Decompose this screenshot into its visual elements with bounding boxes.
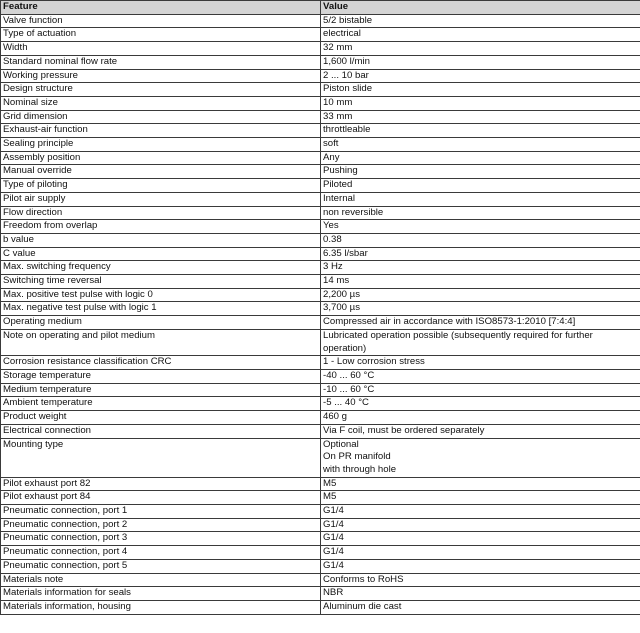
value-cell	[321, 505, 640, 519]
value-cell	[321, 424, 640, 438]
value-cell	[321, 28, 640, 42]
table-row	[1, 83, 640, 97]
value-cell	[321, 220, 640, 234]
table-row	[1, 518, 640, 532]
table-row	[1, 110, 640, 124]
feature-cell: Materials information for seals	[1, 587, 321, 601]
table-row	[1, 165, 640, 179]
feature-cell: Design structure	[1, 83, 321, 97]
value-line: Conforms to RoHS	[323, 573, 404, 585]
feature-cell: Pneumatic connection, port 5	[1, 559, 321, 573]
value-cell	[321, 356, 640, 370]
value-cell	[321, 69, 640, 83]
feature-cell: Flow direction	[1, 206, 321, 220]
value-cell	[321, 491, 640, 505]
value-line: Yes	[323, 220, 339, 232]
feature-cell: Materials information, housing	[1, 600, 321, 614]
feature-cell: Pneumatic connection, port 1	[1, 505, 321, 519]
feature-cell: C value	[1, 247, 321, 261]
column-header-value: Value	[321, 1, 640, 15]
value-cell	[321, 383, 640, 397]
value-cell	[321, 288, 640, 302]
value-cell	[321, 55, 640, 69]
table-row	[1, 220, 640, 234]
value-cell	[321, 369, 640, 383]
value-cell	[321, 206, 640, 220]
column-header-feature: Feature	[1, 1, 321, 15]
table-row	[1, 124, 640, 138]
table-row	[1, 206, 640, 220]
value-cell	[321, 110, 640, 124]
header-row	[1, 1, 640, 15]
feature-cell: Assembly position	[1, 151, 321, 165]
table-row	[1, 192, 640, 206]
feature-cell: Freedom from overlap	[1, 220, 321, 234]
value-cell	[321, 179, 640, 193]
table-row	[1, 438, 640, 477]
value-line: Piloted	[323, 179, 353, 191]
feature-cell: Storage temperature	[1, 369, 321, 383]
table-row	[1, 233, 640, 247]
feature-cell: Pilot air supply	[1, 192, 321, 206]
value-line: non reversible	[323, 206, 384, 218]
value-cell	[321, 151, 640, 165]
feature-cell: Manual override	[1, 165, 321, 179]
table-row	[1, 316, 640, 330]
table-row	[1, 42, 640, 56]
value-cell	[321, 192, 640, 206]
value-line: 1 - Low corrosion stress	[323, 356, 425, 368]
feature-cell: Pneumatic connection, port 2	[1, 518, 321, 532]
table-row	[1, 14, 640, 28]
value-line: Via F coil, must be ordered separately	[323, 424, 485, 436]
value-line: throttleable	[323, 124, 371, 136]
feature-cell: Working pressure	[1, 69, 321, 83]
value-line: 3,700 µs	[323, 302, 360, 314]
value-line: Lubricated operation possible (subsequently required for further	[323, 329, 593, 341]
table-row	[1, 383, 640, 397]
feature-cell: Max. negative test pulse with logic 1	[1, 302, 321, 316]
value-line: G1/4	[323, 532, 344, 544]
feature-cell: Product weight	[1, 411, 321, 425]
feature-cell: Nominal size	[1, 96, 321, 110]
table-row	[1, 69, 640, 83]
value-line: M5	[323, 491, 337, 503]
value-line: 0.38	[323, 233, 342, 245]
value-line: Any	[323, 151, 340, 163]
feature-cell: Materials note	[1, 573, 321, 587]
table-row	[1, 275, 640, 289]
value-line: 3 Hz	[323, 261, 343, 273]
table-row	[1, 546, 640, 560]
value-line: Pushing	[323, 165, 358, 177]
feature-cell: Operating medium	[1, 316, 321, 330]
table-row	[1, 491, 640, 505]
table-row	[1, 356, 640, 370]
table-row	[1, 55, 640, 69]
value-line: G1/4	[323, 559, 344, 571]
value-cell	[321, 275, 640, 289]
value-cell	[321, 587, 640, 601]
value-line: G1/4	[323, 505, 344, 517]
feature-cell: Pilot exhaust port 84	[1, 491, 321, 505]
value-cell	[321, 518, 640, 532]
value-line: G1/4	[323, 518, 344, 530]
table-row	[1, 179, 640, 193]
value-cell	[321, 316, 640, 330]
table-row	[1, 247, 640, 261]
value-cell	[321, 261, 640, 275]
table-row	[1, 532, 640, 546]
feature-cell: Medium temperature	[1, 383, 321, 397]
value-cell	[321, 42, 640, 56]
value-line: -40 ... 60 °C	[323, 369, 375, 381]
value-line: NBR	[323, 587, 344, 599]
feature-cell: Pneumatic connection, port 3	[1, 532, 321, 546]
value-cell	[321, 329, 640, 355]
feature-cell: Ambient temperature	[1, 397, 321, 411]
feature-cell: b value	[1, 233, 321, 247]
table-row	[1, 302, 640, 316]
value-line: -10 ... 60 °C	[323, 383, 375, 395]
value-line: On PR manifold	[323, 451, 391, 463]
feature-cell: Switching time reversal	[1, 275, 321, 289]
feature-cell: Corrosion resistance classification CRC	[1, 356, 321, 370]
value-line: Compressed air in accordance with ISO8573-1:2010 [7:4:4]	[323, 316, 576, 328]
table-row	[1, 505, 640, 519]
value-line: Aluminum die cast	[323, 600, 402, 612]
feature-cell: Exhaust-air function	[1, 124, 321, 138]
value-line: Optional	[323, 438, 359, 450]
table-row	[1, 138, 640, 152]
value-line: 32 mm	[323, 42, 353, 54]
feature-cell: Max. switching frequency	[1, 261, 321, 275]
value-line: 460 g	[323, 411, 348, 423]
feature-cell: Width	[1, 42, 321, 56]
table-row	[1, 600, 640, 614]
table-row	[1, 261, 640, 275]
feature-cell: Valve function	[1, 14, 321, 28]
value-line: -5 ... 40 °C	[323, 397, 369, 409]
value-cell	[321, 96, 640, 110]
value-cell	[321, 546, 640, 560]
feature-cell: Type of piloting	[1, 179, 321, 193]
value-cell	[321, 532, 640, 546]
spec-table-body	[1, 14, 640, 614]
value-cell	[321, 247, 640, 261]
value-cell	[321, 83, 640, 97]
value-line: 5/2 bistable	[323, 14, 373, 26]
feature-cell: Max. positive test pulse with logic 0	[1, 288, 321, 302]
feature-cell: Standard nominal flow rate	[1, 55, 321, 69]
table-row	[1, 559, 640, 573]
value-line: 33 mm	[323, 110, 353, 122]
table-row	[1, 411, 640, 425]
feature-cell: Pneumatic connection, port 4	[1, 546, 321, 560]
value-cell	[321, 559, 640, 573]
value-cell	[321, 233, 640, 247]
value-cell	[321, 165, 640, 179]
table-row	[1, 397, 640, 411]
value-line: electrical	[323, 28, 361, 40]
value-line: with through hole	[323, 463, 397, 475]
value-line: Internal	[323, 192, 355, 204]
value-line: 2 ... 10 bar	[323, 69, 369, 81]
table-row	[1, 573, 640, 587]
value-cell	[321, 302, 640, 316]
value-cell	[321, 397, 640, 411]
table-row	[1, 424, 640, 438]
value-line: Piston slide	[323, 83, 373, 95]
value-cell	[321, 124, 640, 138]
table-row	[1, 151, 640, 165]
value-cell	[321, 438, 640, 477]
value-line: 10 mm	[323, 96, 353, 108]
value-line: M5	[323, 477, 337, 489]
table-row	[1, 28, 640, 42]
value-cell	[321, 14, 640, 28]
value-line: 1,600 l/min	[323, 55, 370, 67]
value-line: 2,200 µs	[323, 288, 360, 300]
value-cell	[321, 600, 640, 614]
feature-cell: Sealing principle	[1, 138, 321, 152]
table-row	[1, 587, 640, 601]
value-cell	[321, 138, 640, 152]
feature-cell: Pilot exhaust port 82	[1, 477, 321, 491]
table-row	[1, 329, 640, 355]
value-line: soft	[323, 138, 339, 150]
feature-cell: Mounting type	[1, 438, 321, 477]
table-row	[1, 96, 640, 110]
value-cell	[321, 411, 640, 425]
value-line: 6.35 l/sbar	[323, 247, 368, 259]
table-row	[1, 288, 640, 302]
value-cell	[321, 573, 640, 587]
feature-cell: Note on operating and pilot medium	[1, 329, 321, 355]
value-line: G1/4	[323, 546, 344, 558]
value-cell	[321, 477, 640, 491]
table-row	[1, 477, 640, 491]
table-row	[1, 369, 640, 383]
value-line: operation)	[323, 342, 367, 354]
feature-cell: Grid dimension	[1, 110, 321, 124]
feature-cell: Type of actuation	[1, 28, 321, 42]
value-line: 14 ms	[323, 275, 350, 287]
feature-cell: Electrical connection	[1, 424, 321, 438]
